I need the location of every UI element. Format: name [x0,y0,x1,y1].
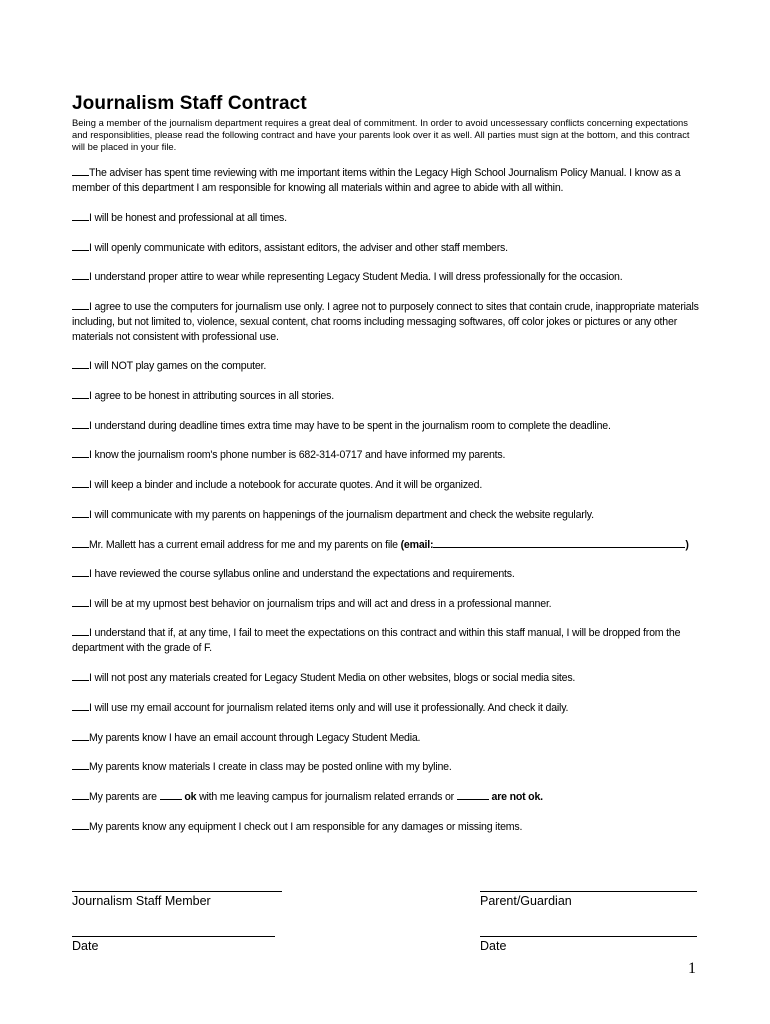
contract-item-4 [72,270,702,285]
contract-item-6 [72,359,702,374]
contract-item-3 [72,241,702,256]
item-text: I will be at my upmost best behavior on journalism trips and will act and dress in a professional manner. [89,598,552,610]
item-text: I understand during deadline times extra time may have to be spent in the journalism room to complete the deadline. [89,420,611,432]
initial-blank[interactable] [72,211,89,221]
email-close: ) [685,539,689,551]
contract-item-15 [72,626,702,656]
email-blank[interactable] [433,538,685,548]
contract-item-5 [72,300,702,345]
initial-blank[interactable] [72,597,89,607]
staff-signature-line[interactable] [72,891,282,892]
item-text: My parents know I have an email account through Legacy Student Media. [89,732,421,744]
initial-blank[interactable] [72,300,89,310]
contract-item-10 [72,478,702,493]
initial-blank[interactable] [72,419,89,429]
item-text-middle: with me leaving campus for journalism related errands or [196,791,457,803]
item-text: I have reviewed the course syllabus online and understand the expectations and requirements. [89,568,515,580]
item-text: I will use my email account for journalism related items only and will use it professionally. And check it daily. [89,702,569,714]
initial-blank[interactable] [72,241,89,251]
initial-blank[interactable] [72,701,89,711]
contract-item-14 [72,597,702,612]
item-text: My parents know materials I create in class may be posted online with my byline. [89,761,452,773]
initial-blank[interactable] [72,508,89,518]
initial-blank[interactable] [72,567,89,577]
contract-item-17 [72,701,702,716]
initial-blank[interactable] [72,671,89,681]
not-ok-label: are not ok. [491,791,543,803]
page-title: Journalism Staff Contract [72,93,307,114]
ok-blank[interactable] [160,790,182,800]
initial-blank[interactable] [72,626,89,636]
initial-blank[interactable] [72,478,89,488]
contract-item-2 [72,211,702,226]
contract-item-1 [72,166,702,196]
parent-signature-label: Parent/Guardian [480,894,572,908]
item-text: I will NOT play games on the computer. [89,360,267,372]
item-text: I will keep a binder and include a notebook for accurate quotes. And it will be organized. [89,479,483,491]
initial-blank[interactable] [72,538,89,548]
initial-blank[interactable] [72,760,89,770]
parent-date-line[interactable] [480,936,697,937]
ok-label: ok [184,791,197,803]
item-text: My parents know any equipment I check out I am responsible for any damages or missing items. [89,821,523,833]
initial-blank[interactable] [72,270,89,280]
contract-item-12 [72,538,702,553]
contract-item-11 [72,508,702,523]
intro-paragraph: Being a member of the journalism department requires a great deal of commitment. In order to avoid uncessessary conflicts concerning expectations and responsiblities, please read the following contract and have your parents look over it as well. All parties must sign at the bottom, and this contract will be placed in your file. [72,117,690,152]
contract-item-9 [72,448,702,463]
contract-item-8 [72,419,702,434]
parent-signature-line[interactable] [480,891,697,892]
initial-blank[interactable] [72,448,89,458]
item-text: My parents are [89,791,160,803]
staff-signature-label: Journalism Staff Member [72,894,211,908]
contract-item-21 [72,820,702,835]
contract-item-13 [72,567,702,582]
staff-date-line[interactable] [72,936,275,937]
item-text: I agree to use the computers for journalism use only. I agree not to purposely connect to sites that contain crude, inappropriate materials including, but not limited to, violence, sexual content, chat rooms including messaging softwares, off color jokes or pictures or any other materials not consistent with professional use. [72,301,699,343]
item-text: I understand proper attire to wear while representing Legacy Student Media. I will dress professionally for the occasion. [89,271,623,283]
item-text: The adviser has spent time reviewing with me important items within the Legacy High School Journalism Policy Manual. I know as a member of this department I am responsible for knowing all materials within and agree to abide with all within. [72,167,681,194]
not-ok-blank[interactable] [457,790,489,800]
contract-item-7 [72,389,702,404]
initial-blank[interactable] [72,790,89,800]
item-text: I will communicate with my parents on happenings of the journalism department and check the website regularly. [89,509,594,521]
item-text: I will not post any materials created for Legacy Student Media on other websites, blogs or social media sites. [89,672,576,684]
page-number: 1 [688,960,696,977]
email-label: (email: [400,539,434,551]
contract-item-19 [72,760,702,775]
initial-blank[interactable] [72,166,89,176]
item-text: I will be honest and professional at all times. [89,212,287,224]
item-text: I agree to be honest in attributing sources in all stories. [89,390,334,402]
item-text: I will openly communicate with editors, assistant editors, the adviser and other staff members. [89,242,508,254]
contract-item-16 [72,671,702,686]
item-text: I know the journalism room's phone number is 682-314-0717 and have informed my parents. [89,449,506,461]
item-text: Mr. Mallett has a current email address for me and my parents on file [89,539,401,551]
contract-item-18 [72,731,702,746]
staff-date-label: Date [72,939,99,953]
initial-blank[interactable] [72,359,89,369]
parent-date-label: Date [480,939,507,953]
contract-item-20 [72,790,702,805]
initial-blank[interactable] [72,731,89,741]
initial-blank[interactable] [72,389,89,399]
item-text: I understand that if, at any time, I fail to meet the expectations on this contract and within this staff manual, I will be dropped from the department with the grade of F. [72,627,681,654]
initial-blank[interactable] [72,820,89,830]
